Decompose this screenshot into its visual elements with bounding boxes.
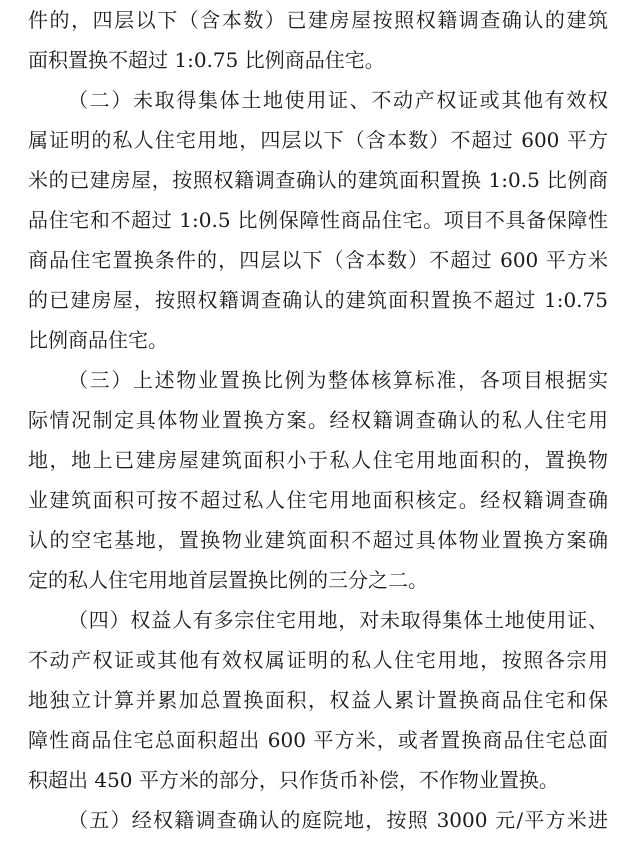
text-line: 的已建房屋，按照权籍调查确认的建筑面积置换不超过 1:0.75 xyxy=(28,288,608,312)
text-line: 商品住宅置换条件的，四层以下（含本数）不超过 600 平方米 xyxy=(28,248,608,272)
text-line: 面积置换不超过 1:0.75 比例商品住宅。 xyxy=(28,48,385,72)
text-line: 品住宅和不超过 1:0.5 比例保障性商品住宅。项目不具备保障性 xyxy=(28,208,608,232)
text-line: 件的，四层以下（含本数）已建房屋按照权籍调查确认的建筑 xyxy=(28,8,608,32)
paragraph-heading-line: （二）未取得集体土地使用证、不动产权证或其他有效权 xyxy=(68,88,608,112)
text-line: 地，地上已建房屋建筑面积小于私人住宅用地面积的，置换物 xyxy=(28,448,608,472)
text-line: 属证明的私人住宅用地，四层以下（含本数）不超过 600 平方 xyxy=(28,128,608,152)
text-line: 不动产权证或其他有效权属证明的私人住宅用地，按照各宗用 xyxy=(28,648,608,672)
paragraph-heading-line: （五）经权籍调查确认的庭院地，按照 3000 元/平方米进 xyxy=(68,808,608,832)
paragraph-heading-line: （四）权益人有多宗住宅用地，对未取得集体土地使用证、 xyxy=(68,608,608,632)
text-line: 积超出 450 平方米的部分，只作货币补偿，不作物业置换。 xyxy=(28,768,559,792)
text-line: 障性商品住宅总面积超出 600 平方米，或者置换商品住宅总面 xyxy=(28,728,608,752)
text-line: 地独立计算并累加总置换面积，权益人累计置换商品住宅和保 xyxy=(28,688,608,712)
text-line: 认的空宅基地，置换物业建筑面积不超过具体物业置换方案确 xyxy=(28,528,608,552)
text-line: 际情况制定具体物业置换方案。经权籍调查确认的私人住宅用 xyxy=(28,408,608,432)
text-line: 比例商品住宅。 xyxy=(28,328,168,352)
paragraph-heading-line: （三）上述物业置换比例为整体核算标准，各项目根据实 xyxy=(68,368,608,392)
text-line: 业建筑面积可按不超过私人住宅用地面积核定。经权籍调查确 xyxy=(28,488,608,512)
text-line: 定的私人住宅用地首层置换比例的三分之二。 xyxy=(28,568,428,592)
text-line: 米的已建房屋，按照权籍调查确认的建筑面积置换 1:0.5 比例商 xyxy=(28,168,608,192)
